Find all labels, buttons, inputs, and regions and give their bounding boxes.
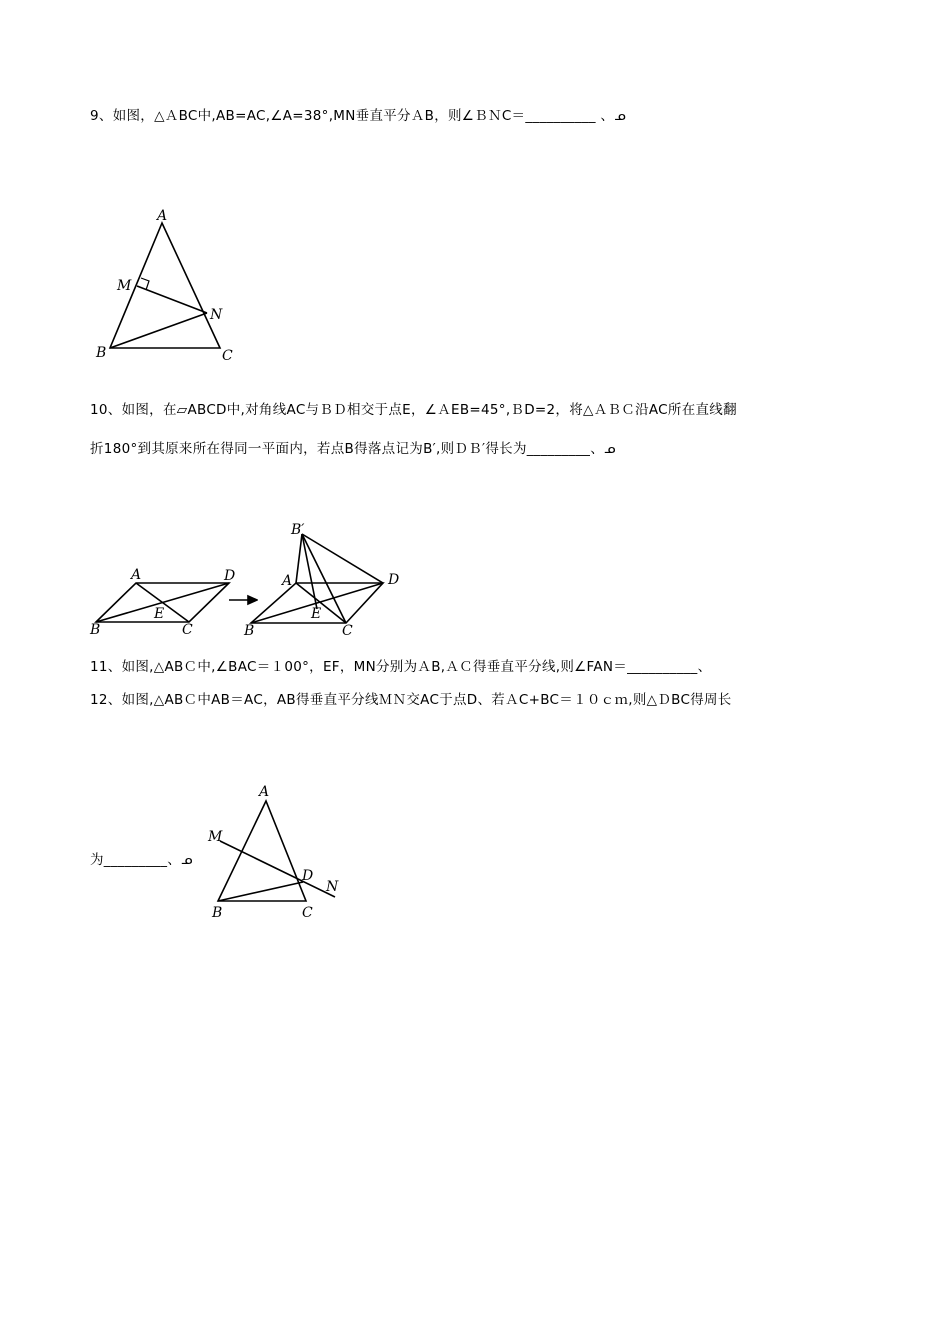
label-c: C	[182, 622, 193, 638]
label-b: B	[90, 622, 101, 638]
label-b: B	[244, 623, 255, 639]
label-n: N	[210, 307, 223, 323]
label-c: C	[222, 348, 233, 364]
label-b: B	[212, 905, 223, 921]
label-b-prime: B′	[291, 522, 305, 538]
label-b: B	[96, 345, 107, 361]
label-a: A	[157, 208, 168, 224]
label-d: D	[388, 572, 400, 588]
question-9-text: 9、如图，△ＡBC中,AB=AC,∠A=38°,MN垂直平分ＡB，则∠ＢＮC＝__________ 、ᓄ	[90, 108, 627, 124]
question-12-line-2: 为_________、ᓄ	[90, 852, 193, 868]
label-a: A	[259, 784, 270, 800]
label-m: M	[117, 278, 132, 294]
label-e: E	[311, 606, 322, 622]
label-c: C	[302, 905, 313, 921]
label-c: C	[342, 623, 353, 639]
label-d: D	[224, 568, 236, 584]
figure-10-folded	[238, 512, 408, 642]
figure-10-parallelogram	[88, 565, 238, 640]
label-n: N	[326, 879, 339, 895]
question-12-line-1: 12、如图,△ABＣ中AB＝AC，AB得垂直平分线ＭＮ交AC于点D、若ＡC+BC＝１０ｃｍ,则△ＤBC得周长	[90, 692, 732, 708]
question-10-line-2: 折180°到其原来所在得同一平面内，若点B得落点记为B′,则ＤＢ′得长为_________、ᓄ	[90, 441, 616, 457]
figure-12-triangle	[200, 775, 350, 925]
question-11-text: 11、如图,△ABＣ中,∠BAC＝１00°，EF，MN分别为ＡB,ＡＣ得垂直平分线,则∠FAN＝__________、	[90, 659, 712, 675]
figure-9-triangle	[90, 205, 250, 370]
label-a: A	[282, 573, 293, 589]
label-e: E	[154, 606, 165, 622]
label-d: D	[302, 868, 314, 884]
label-m: M	[208, 829, 223, 845]
question-10-line-1: 10、如图，在▱ABCD中,对角线AC与ＢＤ相交于点E，∠ＡEB=45°,ＢD=2，将△ＡＢＣ沿AC所在直线翻	[90, 402, 737, 418]
label-a: A	[131, 567, 142, 583]
